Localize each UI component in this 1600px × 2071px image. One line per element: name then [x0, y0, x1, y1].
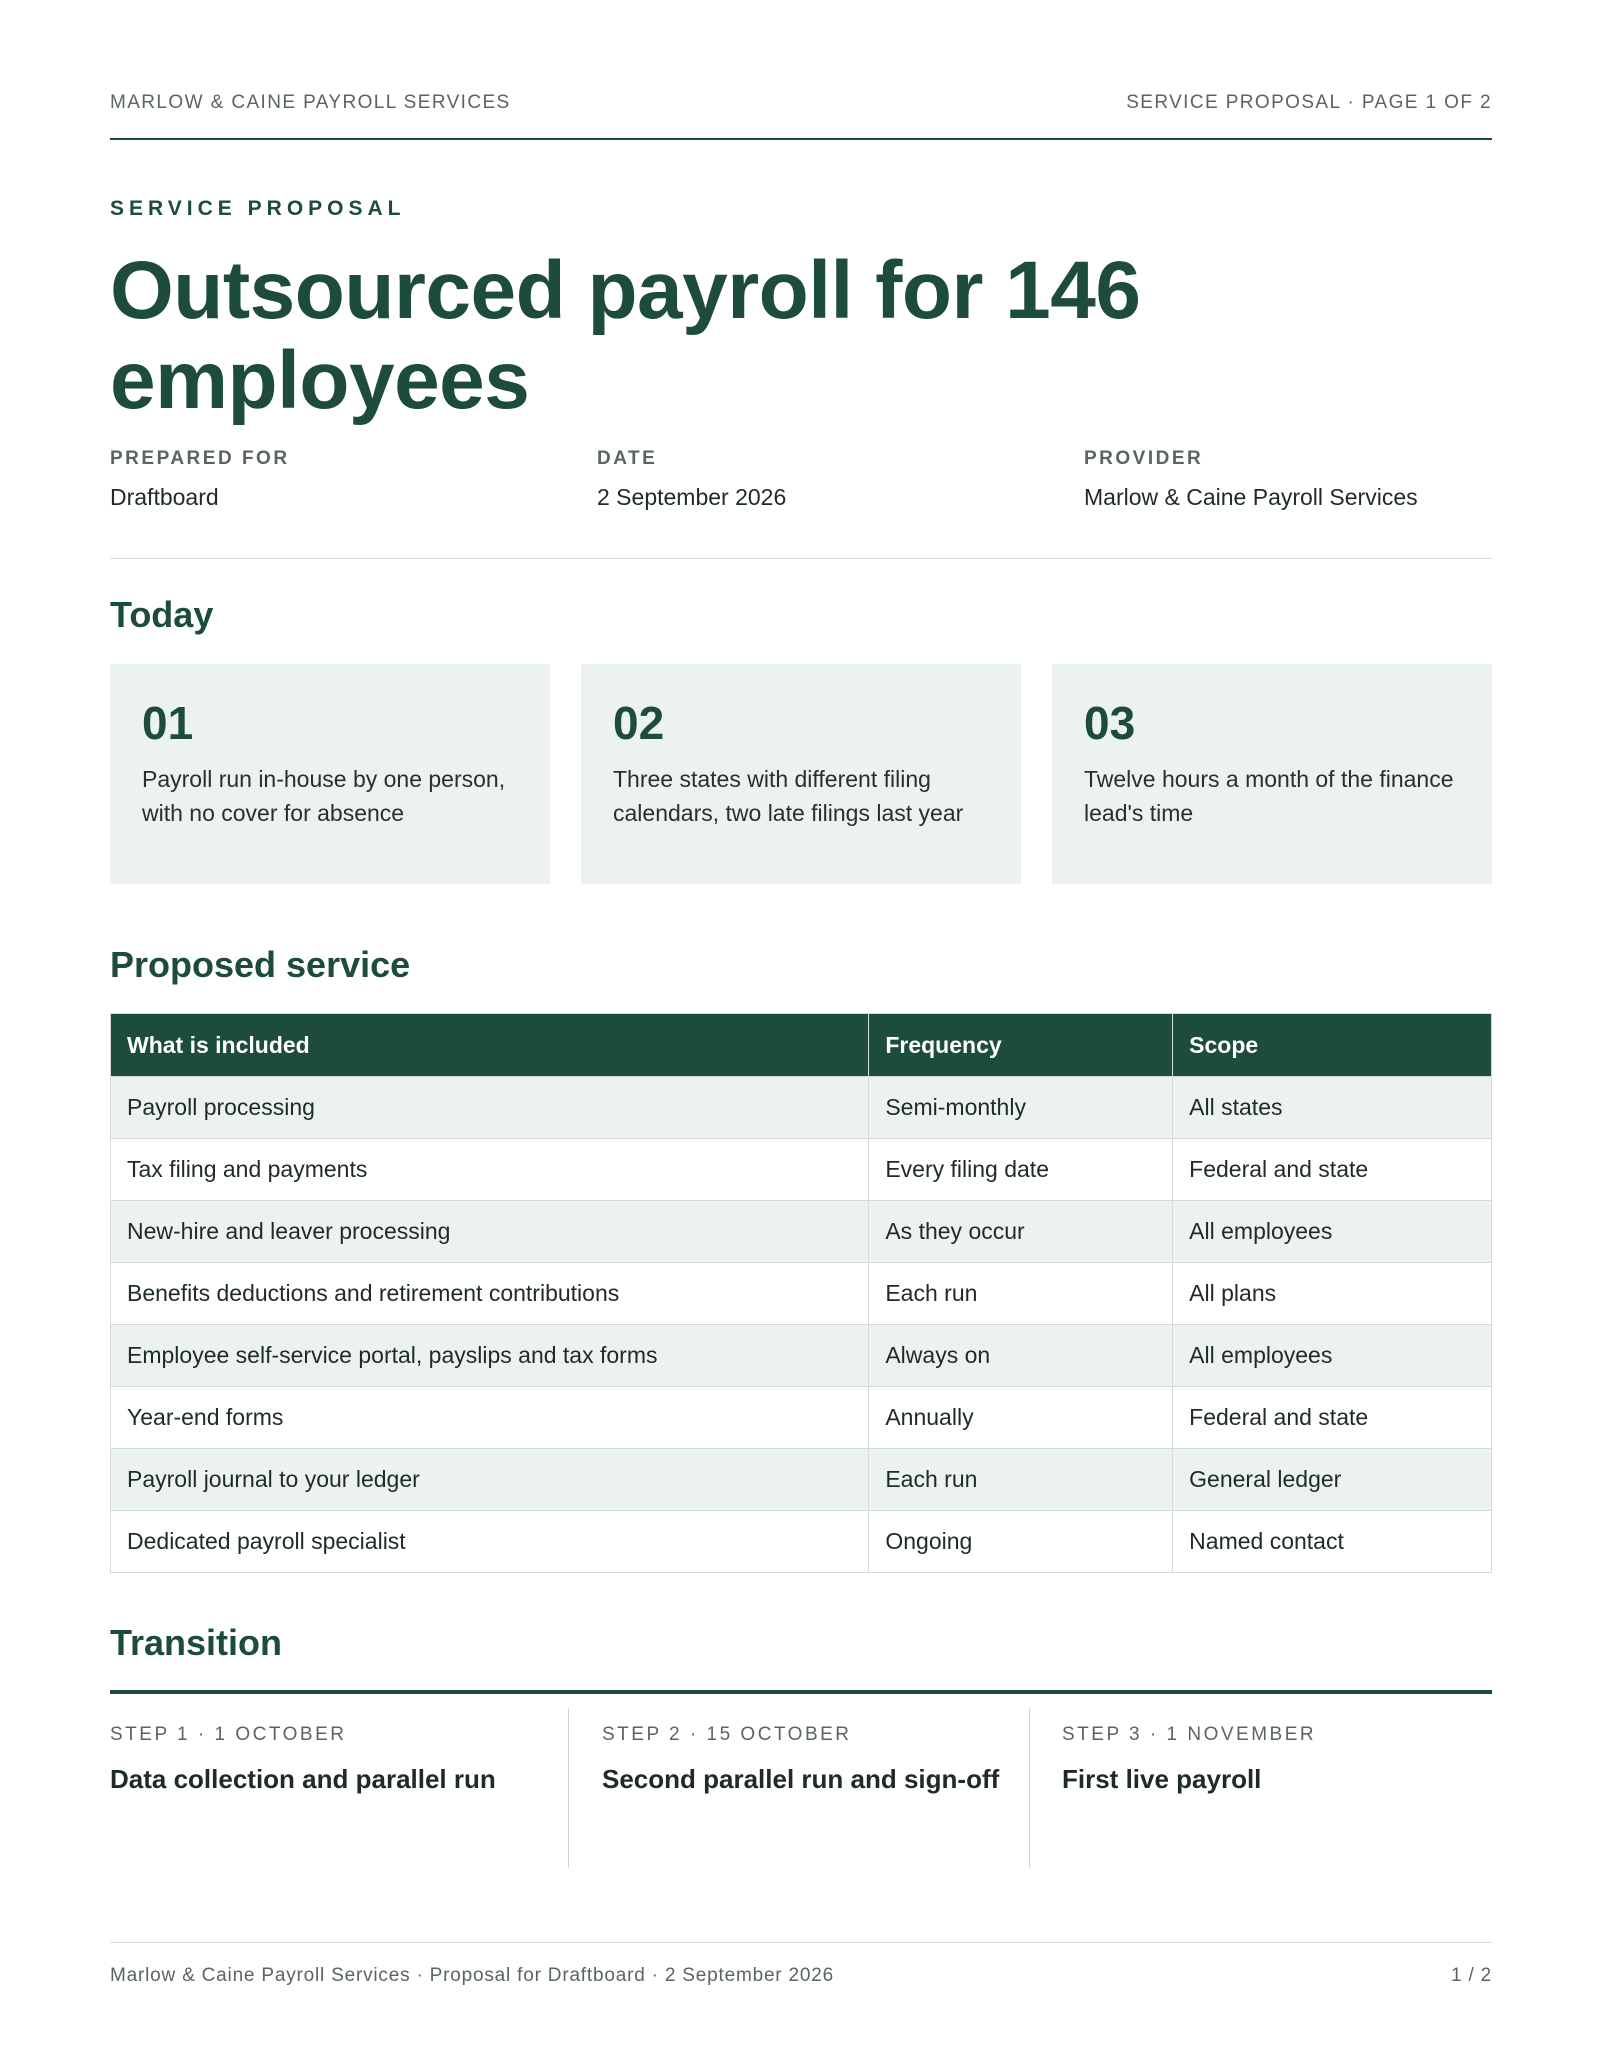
- table-header-row: [111, 1014, 1492, 1077]
- table-cell: All employees: [1173, 1201, 1492, 1263]
- step-title: Second parallel run and sign-off: [602, 1764, 1000, 1794]
- proposal-meta: [110, 448, 1492, 559]
- step-title: Data collection and parallel run: [110, 1764, 496, 1794]
- table-row: [111, 1077, 1492, 1139]
- page-footer: [110, 1942, 1492, 1986]
- table-row: [111, 1387, 1492, 1449]
- today-card: [1052, 664, 1492, 884]
- card-number: 02: [613, 697, 665, 749]
- footer-text: Marlow & Caine Payroll Services · Proposal for Draftboard · 2 September 2026: [110, 1965, 834, 1986]
- table-row: [111, 1139, 1492, 1201]
- step-label: STEP 2 · 15 OCTOBER: [602, 1724, 852, 1745]
- section-heading-transition: Transition: [110, 1622, 283, 1663]
- table-cell: Every filing date: [869, 1139, 1173, 1201]
- table-cell: Employee self-service portal, payslips and tax forms: [111, 1325, 869, 1387]
- meta-value: 2 September 2026: [597, 484, 787, 510]
- step-label: STEP 1 · 1 OCTOBER: [110, 1724, 347, 1745]
- section-heading-today: Today: [110, 594, 214, 635]
- step-divider: [568, 1708, 569, 1868]
- step-title: First live payroll: [1062, 1764, 1262, 1794]
- table-cell: General ledger: [1173, 1449, 1492, 1511]
- document-title: Outsourced payroll for 146 employees: [110, 245, 1141, 426]
- card-number: 01: [142, 697, 194, 749]
- section-heading-proposed-service: Proposed service: [110, 944, 411, 985]
- table-cell: Tax filing and payments: [111, 1139, 869, 1201]
- table-row: [111, 1449, 1492, 1511]
- meta-value: Draftboard: [110, 484, 219, 510]
- header-page-label: SERVICE PROPOSAL · PAGE 1 OF 2: [1126, 92, 1492, 113]
- table-cell: Benefits deductions and retirement contributions: [111, 1263, 869, 1325]
- document-eyebrow: SERVICE PROPOSAL: [110, 197, 406, 220]
- table-cell: All employees: [1173, 1325, 1492, 1387]
- meta-label: PREPARED FOR: [110, 448, 290, 469]
- table-cell: Dedicated payroll specialist: [111, 1511, 869, 1573]
- page-number: 1 / 2: [1451, 1965, 1492, 1986]
- table-row: [111, 1201, 1492, 1263]
- column-header: Scope: [1173, 1014, 1492, 1077]
- table-cell: All plans: [1173, 1263, 1492, 1325]
- table-cell: As they occur: [869, 1201, 1173, 1263]
- table-cell: Each run: [869, 1449, 1173, 1511]
- table-row: [111, 1325, 1492, 1387]
- meta-label: DATE: [597, 448, 658, 469]
- table-cell: All states: [1173, 1077, 1492, 1139]
- meta-value: Marlow & Caine Payroll Services: [1084, 484, 1418, 510]
- service-table: [110, 1013, 1492, 1573]
- today-card: [581, 664, 1021, 884]
- table-cell: Year-end forms: [111, 1387, 869, 1449]
- proposal-page: [110, 0, 1492, 2071]
- table-row: [111, 1511, 1492, 1573]
- card-text: Three states with different filing calendars, two late filings last year: [613, 766, 964, 826]
- table-cell: Named contact: [1173, 1511, 1492, 1573]
- meta-prepared-for: [110, 448, 290, 511]
- table-row: [111, 1263, 1492, 1325]
- meta-provider: [1084, 448, 1418, 511]
- column-header: What is included: [111, 1014, 869, 1077]
- table-cell: New-hire and leaver processing: [111, 1201, 869, 1263]
- step-divider: [1029, 1708, 1030, 1868]
- header-company: MARLOW & CAINE PAYROLL SERVICES: [110, 92, 511, 113]
- table-cell: Federal and state: [1173, 1139, 1492, 1201]
- meta-date: [597, 448, 786, 511]
- table-cell: Payroll journal to your ledger: [111, 1449, 869, 1511]
- card-number: 03: [1084, 697, 1136, 749]
- table-cell: Ongoing: [869, 1511, 1173, 1573]
- running-header: [110, 92, 1492, 140]
- table-cell: Semi-monthly: [869, 1077, 1173, 1139]
- table-cell: Always on: [869, 1325, 1173, 1387]
- card-text: Payroll run in-house by one person, with no cover for absence: [142, 766, 506, 826]
- today-card: [110, 664, 550, 884]
- step-label: STEP 3 · 1 NOVEMBER: [1062, 1724, 1317, 1745]
- table-cell: Payroll processing: [111, 1077, 869, 1139]
- transition-steps: [110, 1690, 1492, 1872]
- card-text: Twelve hours a month of the finance lead's time: [1084, 766, 1454, 826]
- table-cell: Annually: [869, 1387, 1173, 1449]
- column-header: Frequency: [869, 1014, 1173, 1077]
- table-cell: Each run: [869, 1263, 1173, 1325]
- table-cell: Federal and state: [1173, 1387, 1492, 1449]
- today-cards: [110, 664, 1492, 884]
- meta-label: PROVIDER: [1084, 448, 1204, 469]
